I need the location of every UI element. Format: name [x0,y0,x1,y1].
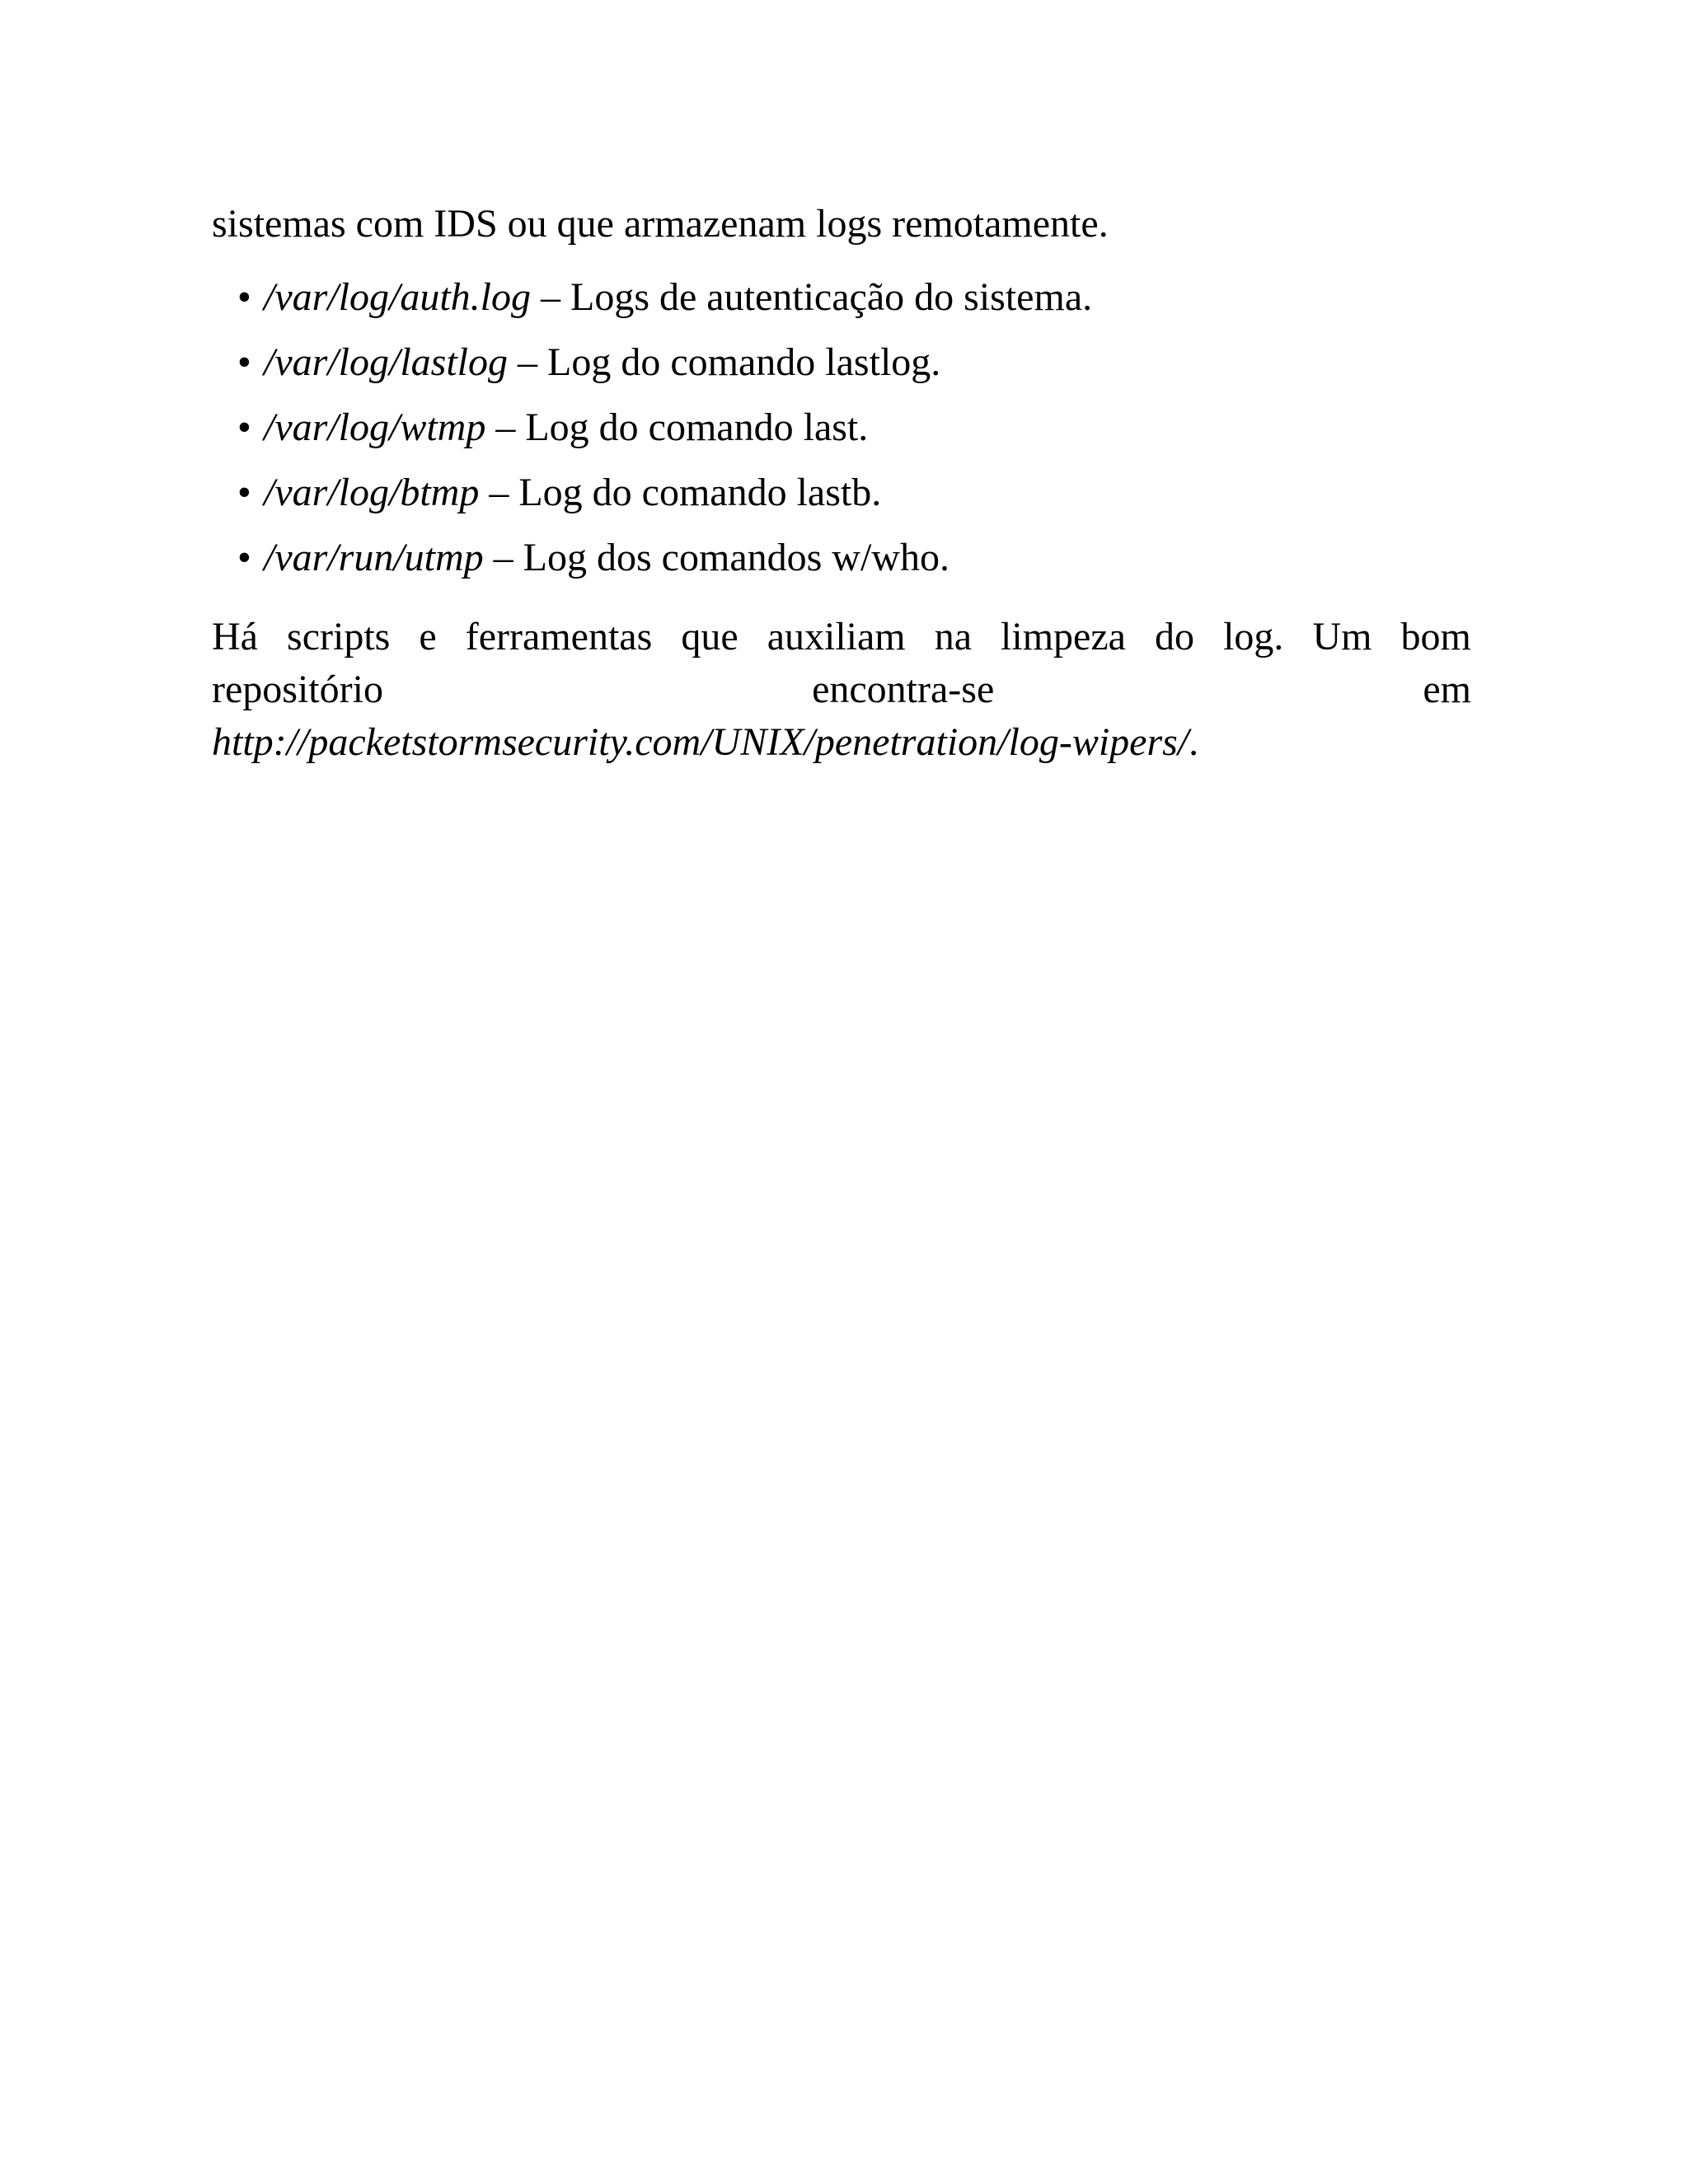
repository-link[interactable]: http://packetstormsecurity.com/UNIX/penetration/log-wipers/ [212,720,1189,764]
log-file-description: Logs de autenticação do sistema. [570,275,1093,319]
list-item [237,401,1474,466]
log-file-list [237,271,1474,597]
bullet-icon: • [237,340,251,384]
separator: – [489,471,509,514]
closing-word: e [419,615,437,658]
intro-paragraph: sistemas com IDS ou que armazenam logs remotamente. [212,202,1109,246]
closing-period: . [1189,720,1199,764]
list-item [237,336,1474,401]
closing-word: log. [1223,615,1284,658]
closing-word: auxiliam [767,615,906,658]
separator: – [518,340,538,384]
list-item [237,466,1474,532]
closing-word: Um [1312,615,1372,658]
log-file-path: /var/log/lastlog [264,340,509,384]
list-item [237,532,1474,597]
log-file-path: /var/log/auth.log [264,275,531,319]
separator: – [495,405,516,449]
list-item [237,271,1474,336]
closing-word: limpeza [1001,615,1126,658]
bullet-icon: • [237,471,251,514]
closing-word: em [1423,668,1471,711]
closing-word: do [1155,615,1195,658]
closing-line-2 [212,663,1471,716]
separator: – [541,275,560,319]
bullet-icon: • [237,275,251,319]
closing-word: encontra-se [812,668,995,711]
closing-word: Há [212,615,258,658]
closing-line-3 [212,716,1471,769]
log-file-path: /var/run/utmp [264,536,484,579]
closing-word: repositório [212,668,383,711]
closing-word: ferramentas [465,615,653,658]
closing-paragraph [212,611,1471,769]
separator: – [493,536,513,579]
closing-word: que [681,615,738,658]
log-file-path: /var/log/btmp [264,471,480,514]
log-file-description: Log do comando lastlog. [547,340,941,384]
closing-word: bom [1400,615,1471,658]
closing-line-1 [212,611,1471,663]
log-file-path: /var/log/wtmp [264,405,486,449]
log-file-description: Log do comando lastb. [518,471,882,514]
closing-word: na [934,615,972,658]
bullet-icon: • [237,536,251,579]
log-file-description: Log do comando last. [525,405,869,449]
log-file-description: Log dos comandos w/who. [523,536,950,579]
bullet-icon: • [237,405,251,449]
closing-word: scripts [287,615,391,658]
